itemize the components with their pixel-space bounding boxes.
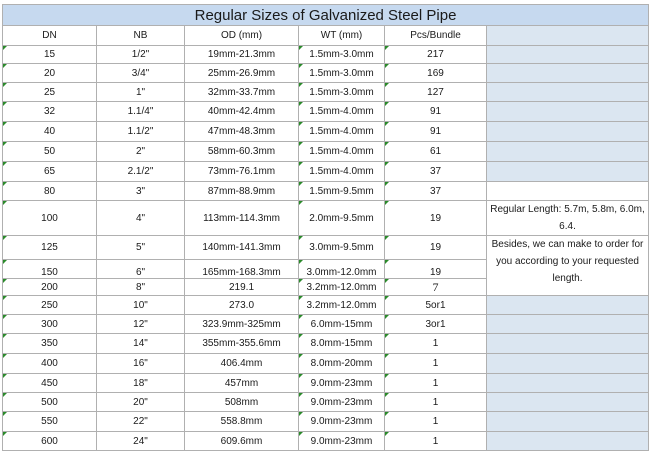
cell-od: 113mm-114.3mm (185, 201, 299, 236)
cell-dn: 32 (3, 102, 97, 122)
table-row (3, 432, 649, 451)
cell-pcs: 217 (385, 46, 487, 64)
cell-dn: 100 (3, 201, 97, 236)
header-dn: DN (3, 26, 97, 46)
cell-dn: 25 (3, 83, 97, 102)
table-row (3, 412, 649, 432)
header-nb: NB (97, 26, 185, 46)
header-pcs-bundle: Pcs/Bundle (385, 26, 487, 46)
header-wt: WT (mm) (299, 26, 385, 46)
header-row (3, 26, 649, 46)
side-cell (487, 354, 649, 374)
cell-od: 609.6mm (185, 432, 299, 451)
cell-wt: 3.2mm-12.0mm (299, 279, 385, 296)
cell-wt: 3.0mm-12.0mm (299, 260, 385, 279)
cell-wt: 2.0mm-9.5mm (299, 201, 385, 236)
side-cell (487, 162, 649, 182)
cell-od: 40mm-42.4mm (185, 102, 299, 122)
cell-dn: 50 (3, 142, 97, 162)
cell-pcs: 37 (385, 182, 487, 201)
side-cell (487, 26, 649, 46)
cell-od: 457mm (185, 374, 299, 393)
cell-nb: 2" (97, 142, 185, 162)
cell-od: 355mm-355.6mm (185, 334, 299, 354)
cell-pcs: 91 (385, 122, 487, 142)
table-row (3, 334, 649, 354)
table-row (3, 162, 649, 182)
note-regular-length: Regular Length: 5.7m, 5.8m, 6.0m, 6.4. (487, 201, 649, 236)
cell-dn: 15 (3, 46, 97, 64)
cell-nb: 3" (97, 182, 185, 201)
cell-dn: 400 (3, 354, 97, 374)
cell-wt: 1.5mm-3.0mm (299, 46, 385, 64)
cell-pcs: 37 (385, 162, 487, 182)
table-row (3, 236, 649, 260)
side-cell (487, 83, 649, 102)
cell-nb: 12" (97, 315, 185, 334)
cell-nb: 3/4" (97, 64, 185, 83)
cell-od: 19mm-21.3mm (185, 46, 299, 64)
table-row (3, 393, 649, 412)
side-cell (487, 296, 649, 315)
table-row (3, 102, 649, 122)
side-cell (487, 315, 649, 334)
cell-wt: 1.5mm-3.0mm (299, 83, 385, 102)
cell-dn: 350 (3, 334, 97, 354)
cell-nb: 18" (97, 374, 185, 393)
cell-nb: 10" (97, 296, 185, 315)
cell-wt: 1.5mm-4.0mm (299, 162, 385, 182)
cell-dn: 600 (3, 432, 97, 451)
cell-pcs: 19 (385, 201, 487, 236)
cell-nb: 5" (97, 236, 185, 260)
table-row (3, 46, 649, 64)
cell-wt: 3.2mm-12.0mm (299, 296, 385, 315)
cell-dn: 80 (3, 182, 97, 201)
cell-nb: 1.1/2" (97, 122, 185, 142)
side-cell (487, 334, 649, 354)
side-cell (487, 432, 649, 451)
table-row (3, 315, 649, 334)
cell-pcs: 1 (385, 354, 487, 374)
table-row (3, 354, 649, 374)
cell-od: 47mm-48.3mm (185, 122, 299, 142)
cell-od: 87mm-88.9mm (185, 182, 299, 201)
cell-dn: 65 (3, 162, 97, 182)
cell-pcs: 7 (385, 279, 487, 296)
cell-od: 73mm-76.1mm (185, 162, 299, 182)
cell-dn: 250 (3, 296, 97, 315)
table-row (3, 83, 649, 102)
cell-wt: 1.5mm-3.0mm (299, 64, 385, 83)
cell-nb: 24" (97, 432, 185, 451)
table-row (3, 182, 649, 201)
pipe-sizes-table (2, 4, 649, 451)
table-row (3, 122, 649, 142)
cell-pcs: 1 (385, 412, 487, 432)
cell-nb: 1" (97, 83, 185, 102)
table-row (3, 201, 649, 236)
cell-nb: 4" (97, 201, 185, 236)
cell-od: 165mm-168.3mm (185, 260, 299, 279)
side-cell (487, 142, 649, 162)
cell-od: 508mm (185, 393, 299, 412)
cell-pcs: 3or1 (385, 315, 487, 334)
header-od: OD (mm) (185, 26, 299, 46)
cell-dn: 500 (3, 393, 97, 412)
side-cell (487, 393, 649, 412)
cell-od: 25mm-26.9mm (185, 64, 299, 83)
side-cell (487, 374, 649, 393)
side-cell (487, 412, 649, 432)
side-cell (487, 102, 649, 122)
cell-wt: 1.5mm-4.0mm (299, 142, 385, 162)
cell-pcs: 169 (385, 64, 487, 83)
cell-od: 32mm-33.7mm (185, 83, 299, 102)
cell-dn: 20 (3, 64, 97, 83)
cell-wt: 1.5mm-4.0mm (299, 122, 385, 142)
side-cell (487, 182, 649, 201)
table-row (3, 296, 649, 315)
cell-dn: 40 (3, 122, 97, 142)
cell-pcs: 91 (385, 102, 487, 122)
note-custom-order: Besides, we can make to order for you according to your requested length. (487, 236, 649, 296)
cell-nb: 1.1/4" (97, 102, 185, 122)
cell-dn: 550 (3, 412, 97, 432)
cell-nb: 8" (97, 279, 185, 296)
cell-wt: 9.0mm-23mm (299, 374, 385, 393)
cell-wt: 9.0mm-23mm (299, 432, 385, 451)
table-row (3, 374, 649, 393)
cell-od: 406.4mm (185, 354, 299, 374)
cell-pcs: 1 (385, 393, 487, 412)
cell-pcs: 1 (385, 432, 487, 451)
cell-pcs: 127 (385, 83, 487, 102)
table-title: Regular Sizes of Galvanized Steel Pipe (3, 5, 649, 26)
cell-dn: 450 (3, 374, 97, 393)
cell-pcs: 1 (385, 334, 487, 354)
cell-od: 58mm-60.3mm (185, 142, 299, 162)
side-cell (487, 122, 649, 142)
side-cell (487, 64, 649, 83)
cell-wt: 1.5mm-4.0mm (299, 102, 385, 122)
cell-wt: 9.0mm-23mm (299, 412, 385, 432)
cell-od: 323.9mm-325mm (185, 315, 299, 334)
cell-wt: 3.0mm-9.5mm (299, 236, 385, 260)
cell-nb: 2.1/2" (97, 162, 185, 182)
cell-pcs: 1 (385, 374, 487, 393)
cell-od: 140mm-141.3mm (185, 236, 299, 260)
table-row (3, 64, 649, 83)
cell-dn: 200 (3, 279, 97, 296)
cell-nb: 14" (97, 334, 185, 354)
cell-wt: 6.0mm-15mm (299, 315, 385, 334)
cell-nb: 22" (97, 412, 185, 432)
cell-od: 219.1 (185, 279, 299, 296)
cell-wt: 8.0mm-15mm (299, 334, 385, 354)
cell-wt: 1.5mm-9.5mm (299, 182, 385, 201)
cell-pcs: 19 (385, 236, 487, 260)
cell-wt: 9.0mm-23mm (299, 393, 385, 412)
side-cell (487, 46, 649, 64)
cell-nb: 16" (97, 354, 185, 374)
cell-dn: 150 (3, 260, 97, 279)
cell-nb: 1/2" (97, 46, 185, 64)
cell-dn: 300 (3, 315, 97, 334)
table-row (3, 142, 649, 162)
cell-od: 273.0 (185, 296, 299, 315)
cell-od: 558.8mm (185, 412, 299, 432)
cell-pcs: 5or1 (385, 296, 487, 315)
cell-wt: 8.0mm-20mm (299, 354, 385, 374)
cell-pcs: 19 (385, 260, 487, 279)
cell-nb: 20" (97, 393, 185, 412)
cell-nb: 6" (97, 260, 185, 279)
cell-dn: 125 (3, 236, 97, 260)
cell-pcs: 61 (385, 142, 487, 162)
